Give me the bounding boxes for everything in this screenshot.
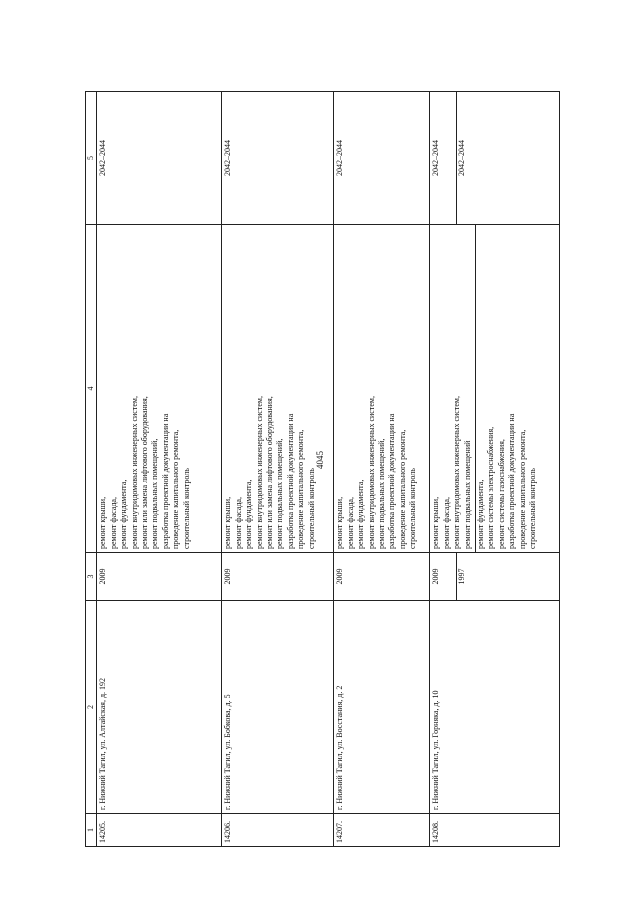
work-item: ремонт подвальных помещений, xyxy=(150,438,160,549)
work-item: строительный контроль xyxy=(527,468,537,549)
table-row xyxy=(222,92,334,847)
work-item: ремонт или замена лифтового оборудования, xyxy=(139,396,149,549)
work-item: ремонт подвальных помещений, xyxy=(275,438,285,549)
period-cell xyxy=(222,92,334,225)
works-cell xyxy=(97,225,222,553)
works-cell xyxy=(430,225,560,553)
year-cell xyxy=(430,553,560,601)
address-cell: г. Нижний Тагил, ул. Бобкова, д. 5 xyxy=(222,601,334,814)
commissioning-year: 2009 xyxy=(223,568,233,585)
work-item: ремонт крыши, xyxy=(98,496,108,549)
period-cell xyxy=(334,92,430,225)
commissioning-year: 2009 xyxy=(335,568,345,585)
row-number-cell: 14205. xyxy=(97,814,222,847)
work-item: разработка проектной документации на xyxy=(285,413,295,549)
repair-period: 2042–2044 xyxy=(431,140,441,176)
row-number-cell: 14206. xyxy=(222,814,334,847)
column-header: 5 xyxy=(86,92,97,225)
table-row xyxy=(97,92,222,847)
address-cell: г. Нижний Тагил, ул. Алтайская, д. 192 xyxy=(97,601,222,814)
year-cell xyxy=(97,553,222,601)
work-item: ремонт подвальных помещений, xyxy=(376,438,386,549)
work-item: ремонт крыши, xyxy=(335,496,345,549)
work-item: ремонт фасада, xyxy=(441,497,451,549)
commissioning-year: 2009 xyxy=(431,568,441,585)
address-cell: г. Нижний Тагил, ул. Восстания, д. 2 xyxy=(334,601,430,814)
work-item: проведение капитального ремонта, xyxy=(171,429,181,549)
column-header: 3 xyxy=(86,553,97,601)
work-item: строительный контроль xyxy=(306,468,316,549)
commissioning-year: 1997 xyxy=(456,568,466,585)
column-header: 2 xyxy=(86,601,97,814)
table-row xyxy=(334,92,430,847)
work-item: ремонт фасада, xyxy=(345,497,355,549)
repair-period: 2042–2044 xyxy=(335,140,345,176)
period-cell xyxy=(430,92,560,225)
repair-period: 2042–2044 xyxy=(456,140,466,176)
work-item: разработка проектной документации на xyxy=(387,413,397,549)
work-item: ремонт или замена лифтового оборудования, xyxy=(264,396,274,549)
column-header: 1 xyxy=(86,814,97,847)
page-number: 4045 xyxy=(315,451,325,469)
table-header-row xyxy=(86,92,97,847)
work-item: ремонт фундамента, xyxy=(475,479,485,549)
work-item: ремонт системы газоснабжения, xyxy=(496,439,506,549)
table-row xyxy=(430,92,560,847)
row-number-cell: 14207. xyxy=(334,814,430,847)
period-cell xyxy=(97,92,222,225)
works-cell xyxy=(222,225,334,553)
work-item: разработка проектной документации на xyxy=(507,413,517,549)
work-item: ремонт крыши, xyxy=(223,496,233,549)
row-number-cell: 14208. xyxy=(430,814,560,847)
address-cell: г. Нижний Тагил, ул. Горняка, д. 10 xyxy=(430,601,560,814)
column-header: 4 xyxy=(86,225,97,553)
year-cell xyxy=(334,553,430,601)
work-item: ремонт внутридомовых инженерных систем, xyxy=(129,396,139,549)
repair-period: 2042–2044 xyxy=(98,140,108,176)
work-item: ремонт фасада, xyxy=(233,497,243,549)
work-item: ремонт фундамента, xyxy=(356,479,366,549)
table-body xyxy=(97,92,560,847)
work-item: ремонт системы электроснабжения, xyxy=(486,426,496,549)
work-item: разработка проектной документации на xyxy=(160,413,170,549)
works-cell xyxy=(334,225,430,553)
work-item: проведение капитального ремонта, xyxy=(397,429,407,549)
work-item: ремонт фундамента, xyxy=(244,479,254,549)
work-item: ремонт крыши, xyxy=(431,496,441,549)
work-item: проведение капитального ремонта, xyxy=(517,429,527,549)
work-item: строительный контроль xyxy=(408,468,418,549)
work-item: ремонт подвальных помещений xyxy=(462,440,472,549)
work-item: проведение капитального ремонта, xyxy=(296,429,306,549)
work-item: ремонт внутридомовых инженерных систем, xyxy=(452,396,462,549)
work-item: ремонт фундамента, xyxy=(119,479,129,549)
work-item: ремонт внутридомовых инженерных систем, xyxy=(366,396,376,549)
year-cell xyxy=(222,553,334,601)
commissioning-year: 2009 xyxy=(98,568,108,585)
repair-period: 2042–2044 xyxy=(223,140,233,176)
work-item: ремонт фасада, xyxy=(108,497,118,549)
register-table-rotated xyxy=(85,92,575,847)
work-item: ремонт внутридомовых инженерных систем, xyxy=(254,396,264,549)
work-item: строительный контроль xyxy=(181,468,191,549)
capital-repair-register-table xyxy=(85,91,560,847)
